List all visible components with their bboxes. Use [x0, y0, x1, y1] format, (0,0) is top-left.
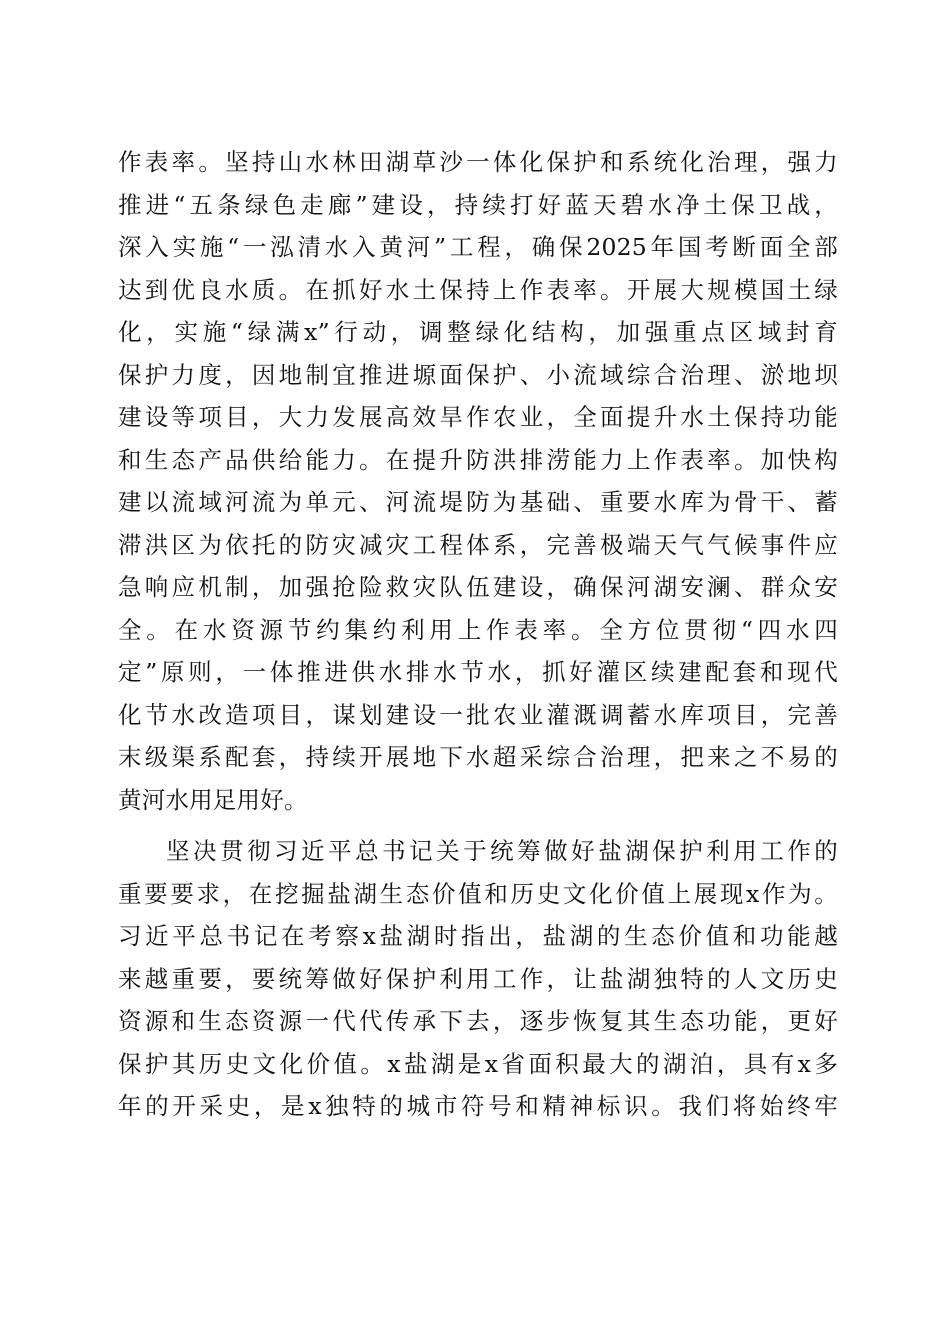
text-line: 化，实施“绿满x”行动，调整绿化结构，加强重点区域封育: [118, 318, 838, 346]
text-line: 作表率。坚持山水林田湖草沙一体化保护和系统化治理，强力: [118, 148, 838, 176]
text-line: 建设等项目，大力发展高效旱作农业，全面提升水土保持功能: [118, 403, 838, 431]
text-line: 保护其历史文化价值。x盐湖是x省面积最大的湖泊，具有x多: [118, 1049, 838, 1078]
text-line: 急响应机制，加强抢险救灾队伍建设，确保河湖安澜、群众安: [118, 573, 838, 601]
text-line: 建以流域河流为单元、河流堤防为基础、重要水库为骨干、蓄: [118, 488, 838, 516]
text-line: 来越重要，要统筹做好保护利用工作，让盐湖独特的人文历史: [118, 964, 838, 993]
text-line: 黄河水用足用好。: [118, 785, 308, 814]
paragraph-2: [118, 830, 838, 1128]
text-line: 保护力度，因地制宜推进塬面保护、小流域综合治理、淤地坝: [118, 360, 838, 389]
text-line: 末级渠系配套，持续开展地下水超采综合治理，把来之不易的: [118, 743, 838, 771]
text-line: 滞洪区为依托的防灾减灾工程体系，完善极端天气气候事件应: [118, 530, 838, 559]
paragraph-1: [118, 141, 838, 821]
text-line: 化节水改造项目，谋划建设一批农业灌溉调蓄水库项目，完善: [118, 700, 838, 729]
text-line: 深入实施“一泓清水入黄河”工程，确保2025年国考断面全部: [118, 233, 838, 261]
text-line: 习近平总书记在考察x盐湖时指出，盐湖的生态价值和功能越: [118, 922, 838, 950]
text-line: 坚决贯彻习近平总书记关于统筹做好盐湖保护利用工作的: [166, 837, 838, 865]
text-line: 重要要求，在挖掘盐湖生态价值和历史文化价值上展现x作为。: [118, 879, 838, 908]
text-line: 全。在水资源节约集约利用上作表率。全方位贯彻“四水四: [118, 615, 838, 644]
text-line: 推进“五条绿色走廊”建设，持续打好蓝天碧水净土保卫战，: [118, 190, 838, 219]
text-line: 资源和生态资源一代代传承下去，逐步恢复其生态功能，更好: [118, 1007, 838, 1035]
text-line: 定”原则，一体推进供水排水节水，抓好灌区续建配套和现代: [118, 658, 838, 686]
text-line: 年的开采史，是x独特的城市符号和精神标识。我们将始终牢: [118, 1092, 838, 1120]
paragraph-spacer: [118, 821, 838, 830]
document-body: [118, 141, 838, 1128]
text-line: 和生态产品供给能力。在提升防洪排涝能力上作表率。加快构: [118, 445, 838, 474]
text-line: 达到优良水质。在抓好水土保持上作表率。开展大规模国土绿: [118, 275, 838, 304]
